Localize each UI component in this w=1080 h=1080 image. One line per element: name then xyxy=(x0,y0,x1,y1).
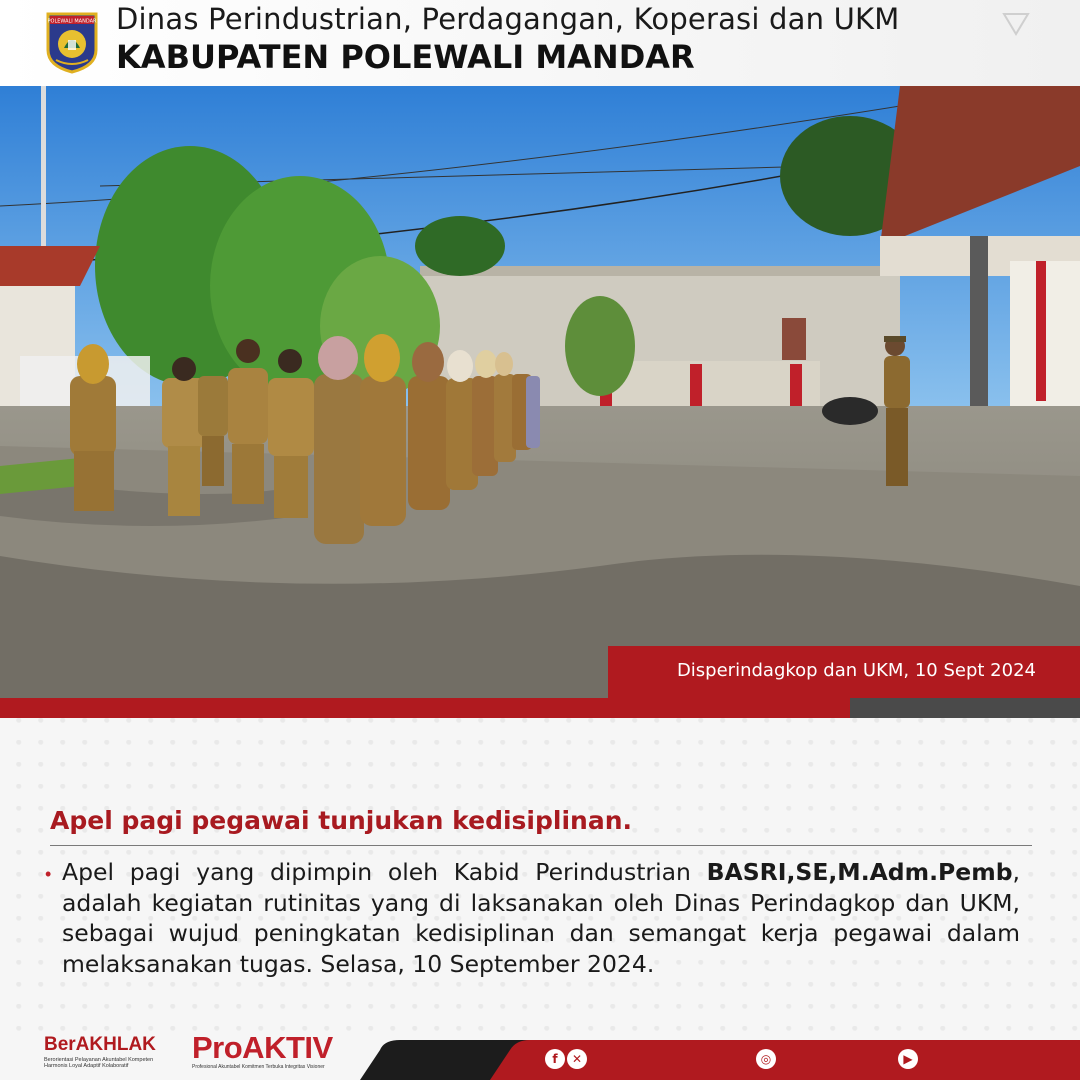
svg-text:POLEWALI MANDAR: POLEWALI MANDAR xyxy=(47,18,97,25)
berakhlak-logo xyxy=(44,1034,174,1069)
x-icon[interactable]: ✕ xyxy=(567,1049,587,1069)
berakhlak-subtitle: Berorientasi Pelayanan Akuntabel Kompeten Harmonis Loyal Adaptif Kolaboratif xyxy=(44,1057,154,1069)
article-headline: Apel pagi pegawai tunjukan kedisiplinan. xyxy=(50,806,632,835)
headline-divider xyxy=(50,845,1032,846)
header-regency-name: KABUPATEN POLEWALI MANDAR xyxy=(116,38,695,76)
header xyxy=(0,0,1080,86)
photo-caption: Disperindagkop dan UKM, 10 Sept 2024 xyxy=(676,660,1036,681)
facebook-icon[interactable]: f xyxy=(545,1049,565,1069)
footer-social-bar xyxy=(340,1040,1080,1080)
article-body-rest: , adalah kegiatan rutinitas yang di laksanakan oleh Dinas Perindagkop dan UKM, sebagai wujud peningkatan kedisiplinan dan semangat kerja pegawai dalam melaksanakan tugas. Selasa, 10 September 2024. xyxy=(62,858,1020,978)
proaktiv-title: ProAKTIV xyxy=(192,1030,333,1065)
triangle-decoration-icon xyxy=(1002,12,1030,36)
proaktiv-subtitle: Profesional Akuntabel Komitmen Terbuka Integritas Visioner xyxy=(192,1064,325,1070)
article-body-intro: Apel pagi yang dipimpin oleh Kabid Perindustrian xyxy=(62,858,707,886)
red-divider-strip xyxy=(0,698,850,718)
header-department-name: Dinas Perindustrian, Perdagangan, Koperasi dan UKM xyxy=(116,2,900,36)
instagram-icon[interactable]: ◎ xyxy=(756,1049,776,1069)
dark-divider-strip xyxy=(850,698,1080,718)
polewali-mandar-emblem-icon xyxy=(44,10,100,74)
leader-figure xyxy=(884,336,910,486)
article-body-name: BASRI,SE,M.Adm.Pemb xyxy=(706,858,1013,886)
event-photo xyxy=(0,86,1080,698)
article-body xyxy=(62,857,1020,979)
bullet-icon: • xyxy=(45,864,52,884)
youtube-icon[interactable]: ▶ xyxy=(898,1049,918,1069)
berakhlak-title: BerAKHLAK xyxy=(44,1034,156,1055)
proaktiv-logo xyxy=(192,1030,342,1070)
